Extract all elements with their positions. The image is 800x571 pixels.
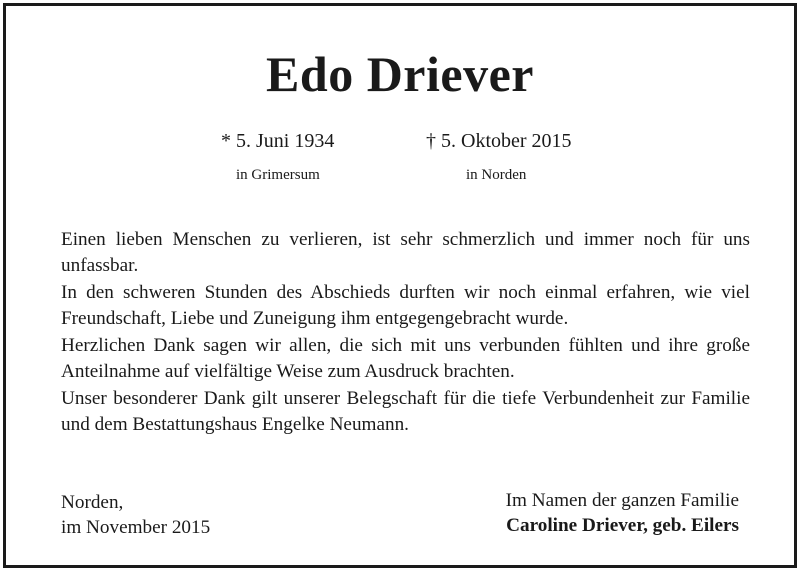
paragraph: Einen lieben Menschen zu verlieren, ist sehr schmerzlich und immer noch für uns unfassbar.: [61, 229, 750, 276]
paragraph: Unser besonderer Dank gilt unserer Belegschaft für die tiefe Verbundenheit zur Familie und dem Bestattungshaus Engelke Neumann.: [61, 388, 750, 435]
signature-block: [506, 488, 739, 538]
death-date: † 5. Oktober 2015: [426, 130, 572, 152]
closing-date: im November 2015: [61, 517, 211, 538]
obituary-card: [3, 3, 797, 568]
closing-place: Norden,: [61, 492, 124, 513]
death-place: in Norden: [466, 167, 527, 183]
thank-you-text: [61, 227, 750, 439]
birth-date: * 5. Juni 1934: [221, 130, 335, 152]
paragraph: Herzlichen Dank sagen wir allen, die sich mit uns verbunden fühlten und ihre große Anteilnahme auf vielfältige Weise zum Ausdruck brachten.: [61, 335, 750, 382]
deceased-name: Edo Driever: [266, 46, 534, 102]
birth-place: in Grimersum: [236, 167, 320, 183]
on-behalf-line: Im Namen der ganzen Familie: [505, 490, 739, 511]
closing-place-date: [61, 490, 210, 540]
signer-name: Caroline Driever, geb. Eilers: [506, 515, 739, 536]
paragraph: In den schweren Stunden des Abschieds durften wir noch einmal erfahren, wie viel Freundschaft, Liebe und Zuneigung ihm entgegengebracht wurde.: [61, 282, 750, 329]
